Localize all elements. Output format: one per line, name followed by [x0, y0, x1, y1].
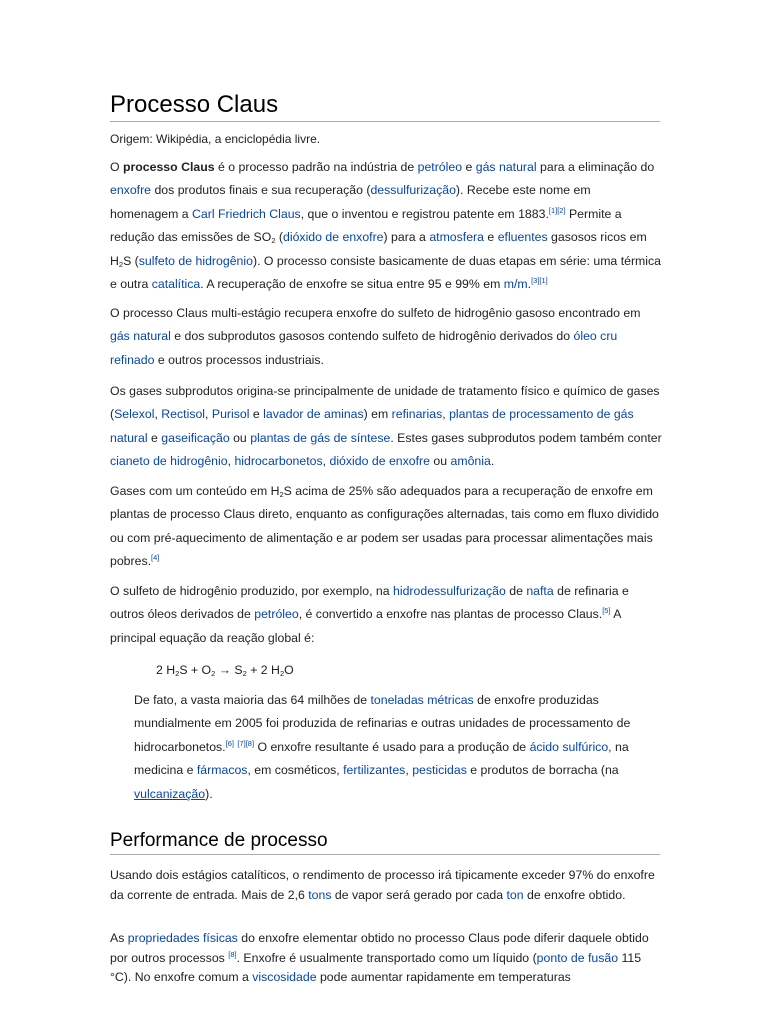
text: , que o inventou e registrou patente em 1883. — [300, 206, 549, 221]
subscript: 2 — [279, 669, 285, 678]
ref-8[interactable]: [8] — [245, 738, 255, 748]
text: de — [505, 584, 527, 598]
page-title: Processo Claus — [110, 91, 279, 118]
subscript: 2 — [211, 669, 216, 678]
link-dioxido-de-enxofre-2[interactable]: dióxido de enxofre — [329, 454, 430, 469]
link-gas-natural-2[interactable]: gás natural — [110, 329, 171, 344]
link-farmacos[interactable]: fármacos — [196, 763, 248, 778]
link-tons[interactable]: tons — [308, 887, 332, 902]
text: ( — [275, 230, 284, 245]
section-heading-performance: Performance de processo — [110, 830, 328, 851]
text: A principal equação da reação global é: — [110, 607, 621, 645]
intro-paragraph — [110, 156, 662, 296]
text: e — [147, 430, 162, 445]
ref-2[interactable]: [2] — [557, 205, 566, 215]
text: ). — [205, 786, 213, 801]
ref-5[interactable]: [5] — [602, 606, 611, 616]
link-viscosidade[interactable]: viscosidade — [252, 970, 317, 984]
text: O — [284, 663, 294, 677]
link-sulfeto-de-hidrogenio[interactable]: sulfeto de hidrogênio — [138, 253, 253, 268]
link-efluentes[interactable]: efluentes — [497, 230, 548, 245]
text: . A recuperação de enxofre se situa entre 95 e 99% em — [200, 277, 504, 292]
link-dioxido-de-enxofre[interactable]: dióxido de enxofre — [283, 230, 384, 245]
subscript: 2 — [118, 259, 124, 269]
link-hidrocarbonetos[interactable]: hidrocarbonetos — [234, 454, 323, 469]
link-purisol[interactable]: Purisol — [211, 407, 250, 422]
text: + 2 H — [246, 663, 280, 677]
link-atmosfera[interactable]: atmosfera — [429, 230, 484, 245]
link-oleo-cru-refinado[interactable]: óleo cru refinado — [110, 329, 618, 367]
text: para a eliminação do — [536, 160, 655, 174]
text: é o processo padrão na indústria de — [214, 160, 418, 174]
subscript: 2 — [279, 490, 284, 499]
text: de enxofre produzidas mundialmente em 2005 foi produzida de refinarias e outras unidades de processamento de hidrocarbonetos. — [134, 693, 631, 754]
link-nafta[interactable]: nafta — [526, 584, 554, 598]
link-toneladas-metricas[interactable]: toneladas métricas — [370, 693, 474, 707]
text: S + O — [179, 663, 212, 677]
link-m-m[interactable]: m/m — [503, 277, 528, 292]
text: O enxofre resultante é usado para a produção de — [254, 739, 530, 754]
text: e — [249, 407, 264, 422]
text: . Estes gases subprodutos podem também conter — [390, 430, 662, 445]
text: 115 °C). No enxofre comum a — [110, 950, 642, 984]
subscript: 2 — [175, 669, 180, 678]
reaction-equation — [156, 660, 294, 680]
link-plantas-gas-sintese[interactable]: plantas de gás de síntese — [250, 430, 391, 445]
text: , — [227, 454, 235, 469]
text: dos produtos finais e sua recuperação ( — [151, 183, 371, 198]
paragraph-gas-content — [110, 480, 662, 574]
text: . Enxofre é usualmente transportado como um líquido ( — [236, 950, 537, 965]
text: de refinaria e outros óleos derivados de — [110, 584, 629, 622]
section-divider — [110, 854, 660, 855]
text: → S — [215, 663, 243, 677]
text: , na medicina e — [134, 739, 629, 778]
text: Permite a redução das emissões de SO — [110, 206, 622, 245]
text: , em cosméticos, — [247, 763, 344, 778]
text: As — [110, 931, 128, 945]
link-fertilizantes[interactable]: fertilizantes — [343, 763, 406, 778]
text: Gases com um conteúdo em H — [110, 484, 280, 498]
text: ou — [429, 454, 451, 469]
paragraph-multistage — [110, 302, 662, 372]
link-carl-friedrich-claus[interactable]: Carl Friedrich Claus — [192, 206, 301, 221]
ref-1-repeat[interactable]: [1] — [539, 276, 548, 286]
link-catalitica[interactable]: catalítica — [151, 277, 201, 292]
link-amonia[interactable]: amônia — [450, 454, 491, 469]
link-enxofre[interactable]: enxofre — [110, 183, 152, 198]
text: Usando dois estágios catalíticos, o rendimento de processo irá tipicamente exceder 97% do enxofre da corrente de entrada. Mais de 2,6 — [110, 868, 655, 902]
link-petroleo-2[interactable]: petróleo — [254, 607, 299, 622]
ref-8-repeat[interactable]: [8] — [228, 949, 237, 959]
link-gas-natural[interactable]: gás natural — [475, 160, 537, 174]
text: , — [322, 454, 330, 469]
paragraph-yield — [110, 866, 662, 905]
text: e produtos de borracha (na — [466, 763, 619, 778]
link-refinarias[interactable]: refinarias — [391, 407, 443, 422]
text: O processo Claus multi-estágio recupera enxofre do sulfeto de hidrogênio gasoso encontrado em — [110, 306, 641, 320]
text: , é convertido a enxofre nas plantas de processo Claus. — [298, 607, 603, 622]
ref-6[interactable]: [6] — [225, 738, 234, 748]
ref-1[interactable]: [1] — [548, 205, 558, 215]
ref-7[interactable]: [7] — [237, 738, 246, 748]
text: ) em — [363, 407, 392, 422]
text: , — [154, 407, 162, 422]
title-divider — [110, 121, 660, 122]
text: e dos subprodutos gasosos contendo sulfeto de hidrogênio derivados do — [170, 329, 574, 344]
text: , — [442, 407, 450, 422]
text: . — [527, 277, 532, 292]
text: S ( — [123, 253, 139, 268]
ref-3[interactable]: [3] — [531, 276, 540, 286]
text: ). Recebe este nome em homenagem a — [110, 183, 591, 221]
text: e — [462, 160, 476, 174]
link-hidrodessulfurizacao[interactable]: hidrodessulfurização — [393, 584, 506, 598]
ref-4[interactable]: [4] — [151, 553, 160, 563]
link-ponto-de-fusao[interactable]: ponto de fusão — [536, 950, 619, 965]
paragraph-refinery — [110, 580, 662, 650]
text: De fato, a vasta maioria das 64 milhões de — [134, 693, 371, 707]
text: gasosos ricos em H — [110, 230, 647, 268]
link-petroleo[interactable]: petróleo — [417, 160, 463, 174]
link-ton[interactable]: ton — [506, 887, 524, 902]
text: , — [405, 763, 413, 778]
link-acido-sulfurico[interactable]: ácido sulfúrico — [529, 739, 609, 754]
text: O — [110, 160, 123, 174]
paragraph-properties — [110, 929, 662, 988]
link-dessulfurizacao[interactable]: dessulfurização — [370, 183, 456, 198]
article-subject-bold: processo Claus — [122, 160, 215, 174]
paragraph-gas-sources — [110, 380, 662, 474]
text: de enxofre obtido. — [523, 887, 626, 902]
text: do enxofre elementar obtido no processo Claus pode diferir daquele obtido por outros processos — [110, 931, 649, 965]
link-rectisol[interactable]: Rectisol — [161, 407, 206, 422]
site-tagline: Origem: Wikipédia, a enciclopédia livre. — [110, 132, 321, 146]
text: O sulfeto de hidrogênio produzido, por exemplo, na — [110, 584, 394, 598]
link-cianeto-de-hidrogenio[interactable]: cianeto de hidrogênio — [110, 454, 228, 469]
text: pode aumentar rapidamente em temperaturas — [316, 970, 571, 984]
text: , — [205, 407, 212, 422]
text: e — [484, 230, 498, 245]
text: ou — [229, 430, 251, 445]
text: 2 H — [156, 663, 176, 677]
text: S acima de 25% são adequados para a recuperação de enxofre em plantas de processo Claus direto, enquanto as configurações alternadas, tais como em fluxo dividido ou com pré-aquecimento de alimentação e ar podem ser usadas para processar alimentações mais pobres. — [110, 484, 659, 569]
link-vulcanizacao[interactable]: vulcanização — [134, 786, 206, 801]
paragraph-production — [134, 689, 664, 806]
text: ). O processo consiste basicamente de duas etapas em série: uma térmica e outra — [110, 253, 662, 292]
link-plantas-gas-natural[interactable]: plantas de processamento de gás natural — [110, 407, 634, 445]
text: Os gases subprodutos origina-se principalmente de unidade de tratamento físico e químico de gases ( — [110, 384, 660, 422]
text: de vapor será gerado por cada — [331, 887, 507, 902]
link-propriedades-fisicas[interactable]: propriedades físicas — [127, 931, 238, 945]
text: e outros processos industriais. — [154, 352, 324, 367]
link-selexol[interactable]: Selexol — [114, 407, 155, 422]
link-lavador-de-aminas[interactable]: lavador de aminas — [263, 407, 364, 422]
text: . — [490, 454, 495, 469]
link-pesticidas[interactable]: pesticidas — [412, 763, 467, 778]
subscript: 2 — [271, 236, 276, 246]
subscript: 2 — [242, 669, 247, 678]
text: ) para a — [383, 230, 430, 245]
link-gaseificacao[interactable]: gaseificação — [161, 430, 230, 445]
